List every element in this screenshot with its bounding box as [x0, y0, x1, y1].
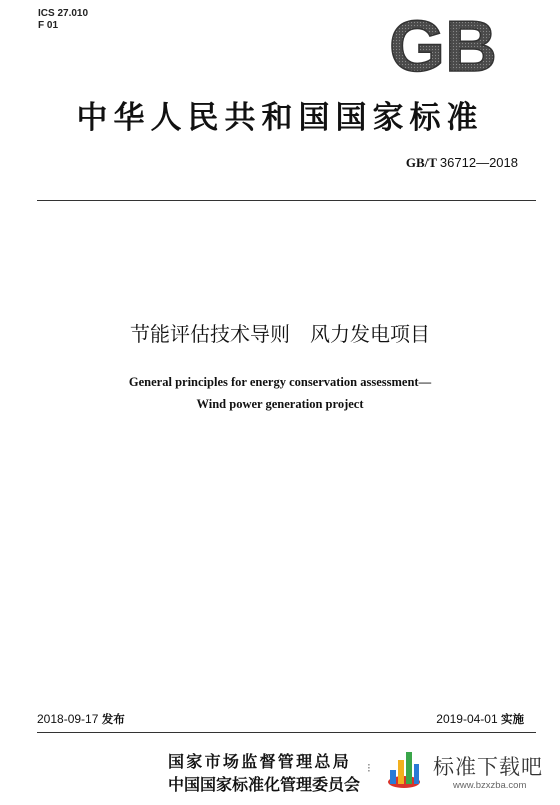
implement-date-label: 实施 [501, 712, 524, 726]
ics-code: ICS 27.010 [38, 8, 89, 19]
issue-date-label: 发布 [101, 712, 125, 726]
standard-title: 中华人民共和国国家标准 [76, 100, 484, 136]
issue-date [37, 711, 125, 727]
bottom-divider [37, 732, 536, 733]
watermark-url[interactable]: www.bzxzba.com [453, 780, 527, 791]
seal-mark: ⁝ [367, 761, 371, 775]
implement-date [436, 711, 524, 727]
document-title-cn: 节能评估技术导则 风力发电项目 [130, 322, 430, 346]
standard-code [406, 155, 518, 171]
bar-chart-icon [384, 748, 424, 792]
standard-code-prefix: GB/T [405, 155, 437, 170]
top-divider [37, 200, 536, 201]
implement-date-value: 2019-04-01 [436, 712, 498, 726]
standard-code-number: 36712—2018 [439, 155, 518, 170]
issue-date-value: 2018-09-17 [37, 712, 99, 726]
gb-logo-text: GB [389, 15, 497, 78]
issuer-line2: 中国国家标准化管理委员会 [168, 775, 361, 794]
classification-block [38, 8, 88, 32]
gb-logo [383, 15, 503, 78]
document-title-en-line1: General principles for energy conservation assessment— [128, 375, 432, 389]
document-title-en-line2: Wind power generation project [196, 397, 364, 411]
ccs-code: F 01 [38, 20, 59, 31]
issuer-line1: 国家市场监督管理总局 [168, 752, 352, 771]
watermark-site-name: 标准下载吧 [433, 755, 543, 779]
